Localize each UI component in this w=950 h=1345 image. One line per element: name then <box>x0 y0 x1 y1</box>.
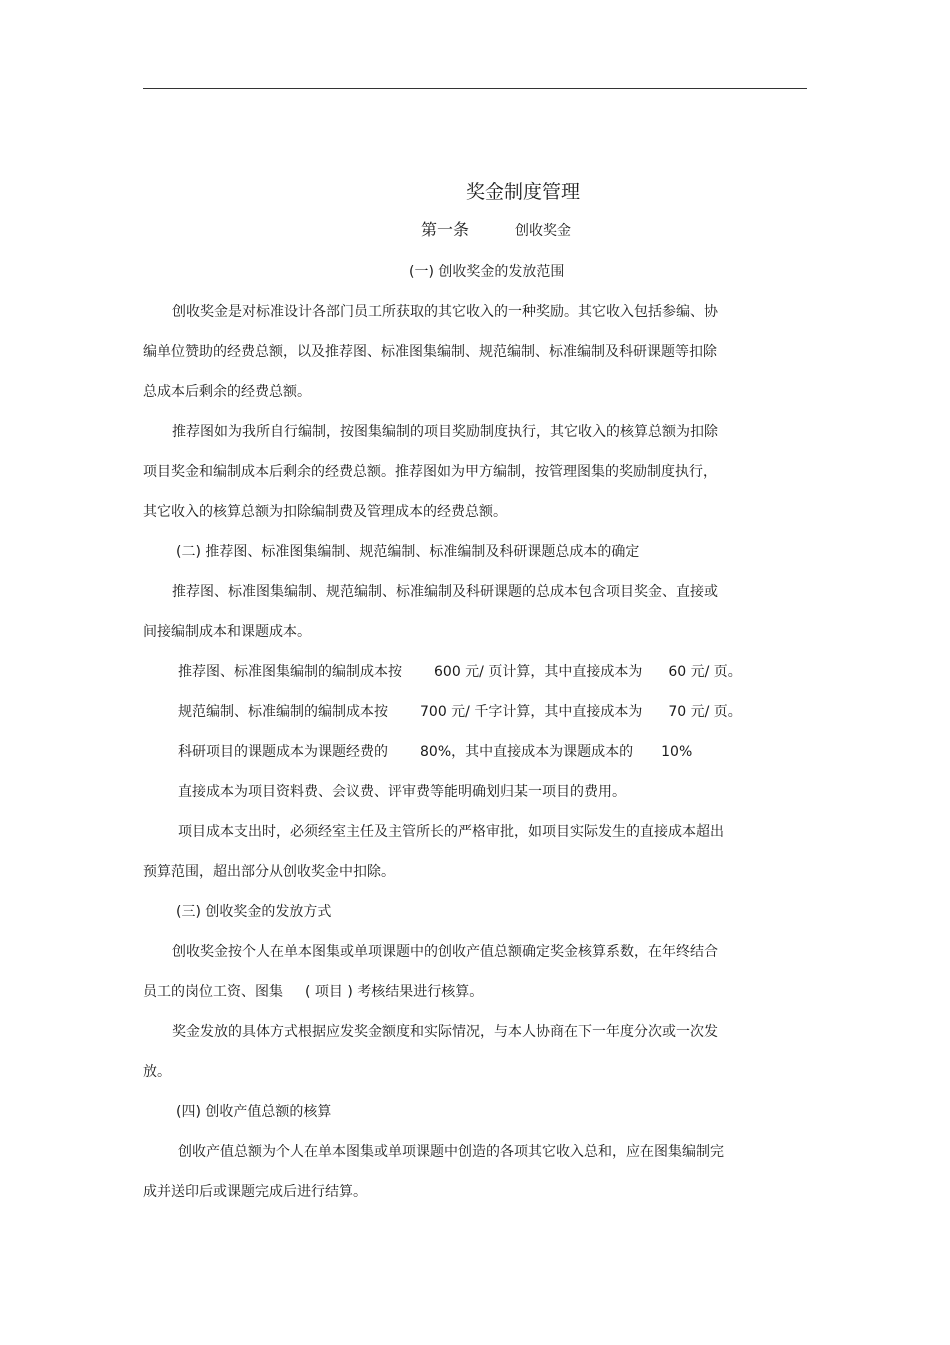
section-heading-1: (一) 创收奖金的发放范围 <box>409 264 565 280</box>
cost-line-3-part-c: 10% <box>661 744 693 760</box>
article-number: 第一条 <box>421 220 470 239</box>
article-heading <box>421 221 571 240</box>
paragraph-7-line-2: 放。 <box>143 1064 171 1080</box>
paragraph-8-line-1: 创收产值总额为个人在单本图集或单项课题中创造的各项其它收入总和，应在图集编制完 <box>178 1144 724 1160</box>
paragraph-5-line-2: 预算范围，超出部分从创收奖金中扣除。 <box>143 864 395 880</box>
document-title: 奖金制度管理 <box>466 181 581 203</box>
paragraph-1-line-2: 编单位赞助的经费总额，以及推荐图、标准图集编制、规范编制、标准编制及科研课题等扣除 <box>143 344 717 360</box>
paragraph-1-line-1: 创收奖金是对标准设计各部门员工所获取的其它收入的一种奖励。其它收入包括参编、协 <box>172 304 718 320</box>
paragraph-3-line-1: 推荐图、标准图集编制、规范编制、标准编制及科研课题的总成本包含项目奖金、直接或 <box>172 584 718 600</box>
cost-line-3-part-b: 80%，其中直接成本为课题成本的 <box>420 744 634 760</box>
cost-line-1-part-a: 推荐图、标准图集编制的编制成本按 <box>178 664 402 680</box>
paragraph-7-line-1: 奖金发放的具体方式根据应发奖金额度和实际情况，与本人协商在下一年度分次或一次发 <box>172 1024 718 1040</box>
paragraph-1-line-3: 总成本后剩余的经费总额。 <box>143 384 311 400</box>
cost-line-2-part-c: 70 元/ 页。 <box>668 704 742 720</box>
section-heading-4: (四) 创收产值总额的核算 <box>176 1104 332 1120</box>
paragraph-2-line-1: 推荐图如为我所自行编制，按图集编制的项目奖励制度执行，其它收入的核算总额为扣除 <box>172 424 718 440</box>
paragraph-2-line-2: 项目奖金和编制成本后剩余的经费总额。推荐图如为甲方编制，按管理图集的奖励制度执行， <box>143 464 717 480</box>
article-name: 创收奖金 <box>515 223 572 239</box>
paragraph-6-line-2-part-a: 员工的岗位工资、图集 <box>143 984 283 1000</box>
header-rule <box>143 88 807 89</box>
paragraph-6-line-2 <box>143 983 483 1001</box>
paragraph-6-line-2-part-b: ( 项目 ) 考核结果进行核算。 <box>305 984 484 1000</box>
paragraph-5-line-1: 项目成本支出时，必须经室主任及主管所长的严格审批，如项目实际发生的直接成本超出 <box>178 824 724 840</box>
paragraph-8-line-2: 成并送印后或课题完成后进行结算。 <box>143 1184 367 1200</box>
section-heading-3: (三) 创收奖金的发放方式 <box>176 904 332 920</box>
paragraph-4-line-1: 直接成本为项目资料费、会议费、评审费等能明确划归某一项目的费用。 <box>178 784 626 800</box>
cost-line-2 <box>178 703 742 721</box>
cost-line-1-part-b: 600 元/ 页计算，其中直接成本为 <box>434 664 643 680</box>
cost-line-3 <box>178 743 692 761</box>
paragraph-3-line-2: 间接编制成本和课题成本。 <box>143 624 311 640</box>
cost-line-1 <box>178 663 742 681</box>
cost-line-1-part-c: 60 元/ 页。 <box>668 664 742 680</box>
section-heading-2: (二) 推荐图、标准图集编制、规范编制、标准编制及科研课题总成本的确定 <box>176 544 640 560</box>
paragraph-2-line-3: 其它收入的核算总额为扣除编制费及管理成本的经费总额。 <box>143 504 507 520</box>
cost-line-3-part-a: 科研项目的课题成本为课题经费的 <box>178 744 388 760</box>
cost-line-2-part-a: 规范编制、标准编制的编制成本按 <box>178 704 388 720</box>
paragraph-6-line-1: 创收奖金按个人在单本图集或单项课题中的创收产值总额确定奖金核算系数，在年终结合 <box>172 944 718 960</box>
cost-line-2-part-b: 700 元/ 千字计算，其中直接成本为 <box>420 704 643 720</box>
